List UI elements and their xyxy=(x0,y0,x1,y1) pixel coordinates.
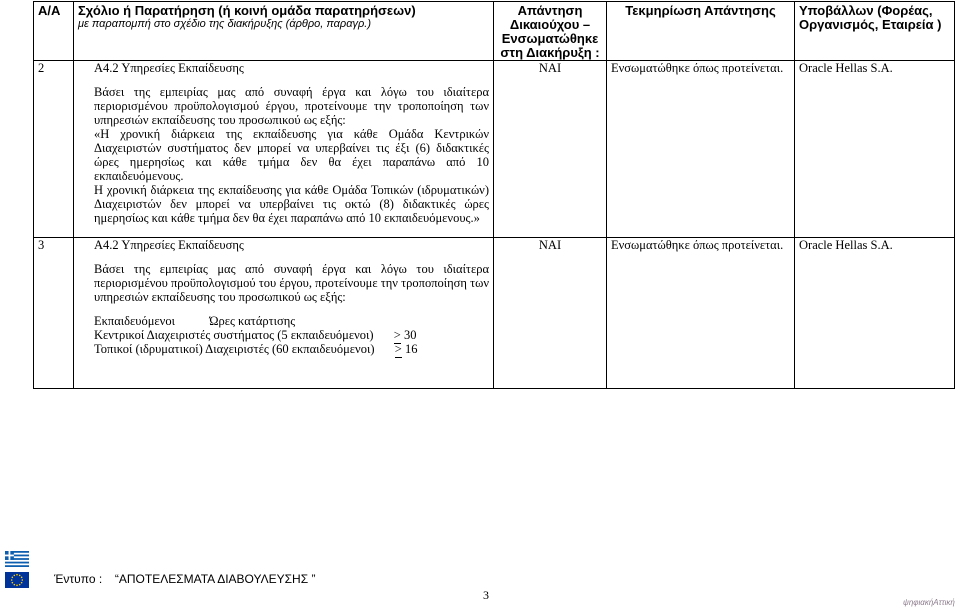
header-justification: Τεκμηρίωση Απάντησης xyxy=(607,2,795,61)
row-justification: Ενσωματώθηκε όπως προτείνεται. xyxy=(607,238,795,389)
footer-title: “ΑΠΟΤΕΛΕΣΜΑΤΑ ΔΙΑΒΟΥΛΕΥΣΗΣ ” xyxy=(114,572,316,586)
row-quote-2: Η χρονική διάρκεια της εκπαίδευσης για κάθε Ομάδα Τοπικών (ιδρυματικών) Διαχειριστών δεν μπορεί να υπερβαίνει τις οκτώ (8) διδακτικές ώρες ημερησίως και κάθε τμήμα δεν θα έχει παραπάνω από 10 εκπαιδευόμενους.» xyxy=(94,183,489,225)
row-number: 3 xyxy=(34,238,74,389)
row-answer: ΝΑΙ xyxy=(494,238,607,389)
training-table xyxy=(94,314,489,356)
table-row xyxy=(34,61,955,238)
row-quote-1: «Η χρονική διάρκεια της εκπαίδευσης για κάθε Ομάδα Κεντρικών Διαχειριστών συστήματος δεν μπορεί να υπερβαίνει τις έξι (6) διδακτικές ώρες ημερησίως και κάθε τμήμα δεν θα έχει παραπάνω από 10 εκπαιδευόμενους. xyxy=(94,127,489,183)
training-head-trainees: Εκπαιδευόμενοι xyxy=(94,314,175,328)
consultation-table xyxy=(33,1,955,389)
greater-equal-icon: > xyxy=(394,342,402,356)
footer-label: Έντυπο : xyxy=(54,572,103,586)
training-row-value: 16 xyxy=(404,342,418,356)
row-section: Α4.2 Υπηρεσίες Εκπαίδευσης xyxy=(94,238,244,252)
header-answer: Απάντηση Δικαιούχου – Ενσωματώθηκε στη Διακήρυξη : xyxy=(494,2,607,61)
page-number: 3 xyxy=(483,588,489,602)
row-number: 2 xyxy=(34,61,74,238)
logo: ψηφιακήΑττική xyxy=(903,598,955,607)
greek-flag-icon xyxy=(5,551,29,567)
header-comment-sub: με παραπομπή στο σχέδιο της διακήρυξης (άρθρο, παραγρ.) xyxy=(78,18,371,30)
row-justification: Ενσωματώθηκε όπως προτείνεται. xyxy=(607,61,795,238)
training-row-value: 30 xyxy=(403,328,417,342)
eu-flag-icon xyxy=(5,572,29,588)
header-comment xyxy=(74,2,494,61)
row-comment xyxy=(74,61,494,238)
row-submitter: Oracle Hellas S.A. xyxy=(795,238,955,389)
header-row xyxy=(34,2,955,61)
row-intro: Βάσει της εμπειρίας μας από συναφή έργα και λόγω του ιδιαίτερα περιορισμένου προϋπολογισμού έργου, προτείνουμε την τροποποίηση των υπηρεσιών εκπαίδευσης του προσωπικού ως εξής: xyxy=(94,85,489,127)
training-row-label: Κεντρικοί Διαχειριστές συστήματος (5 εκπαιδευόμενοι) xyxy=(94,328,374,342)
row-answer: ΝΑΙ xyxy=(494,61,607,238)
table-row xyxy=(34,238,955,389)
row-section: Α4.2 Υπηρεσίες Εκπαίδευσης xyxy=(94,61,244,75)
training-head-hours: Ώρες κατάρτισης xyxy=(209,314,296,328)
footer-form xyxy=(54,572,315,586)
header-aa: Α/Α xyxy=(34,2,74,61)
header-submitter: Υποβάλλων (Φορέας, Οργανισμός, Εταιρεία ) xyxy=(795,2,955,61)
greater-equal-icon: > xyxy=(393,328,401,342)
header-comment-title: Σχόλιο ή Παρατήρηση (ή κοινή ομάδα παρατηρήσεων) xyxy=(78,3,416,18)
row-intro: Βάσει της εμπειρίας μας από συναφή έργα και λόγω του ιδιαίτερα περιορισμένου προϋπολογισμού του έργου, προτείνουμε την τροποποίηση των υπηρεσιών εκπαίδευσης του προσωπικού ως εξής: xyxy=(94,262,489,304)
training-row-label: Τοπικοί (ιδρυματικοί) Διαχειριστές (60 εκπαιδευόμενοι) xyxy=(94,342,375,356)
row-comment xyxy=(74,238,494,389)
row-submitter: Oracle Hellas S.A. xyxy=(795,61,955,238)
